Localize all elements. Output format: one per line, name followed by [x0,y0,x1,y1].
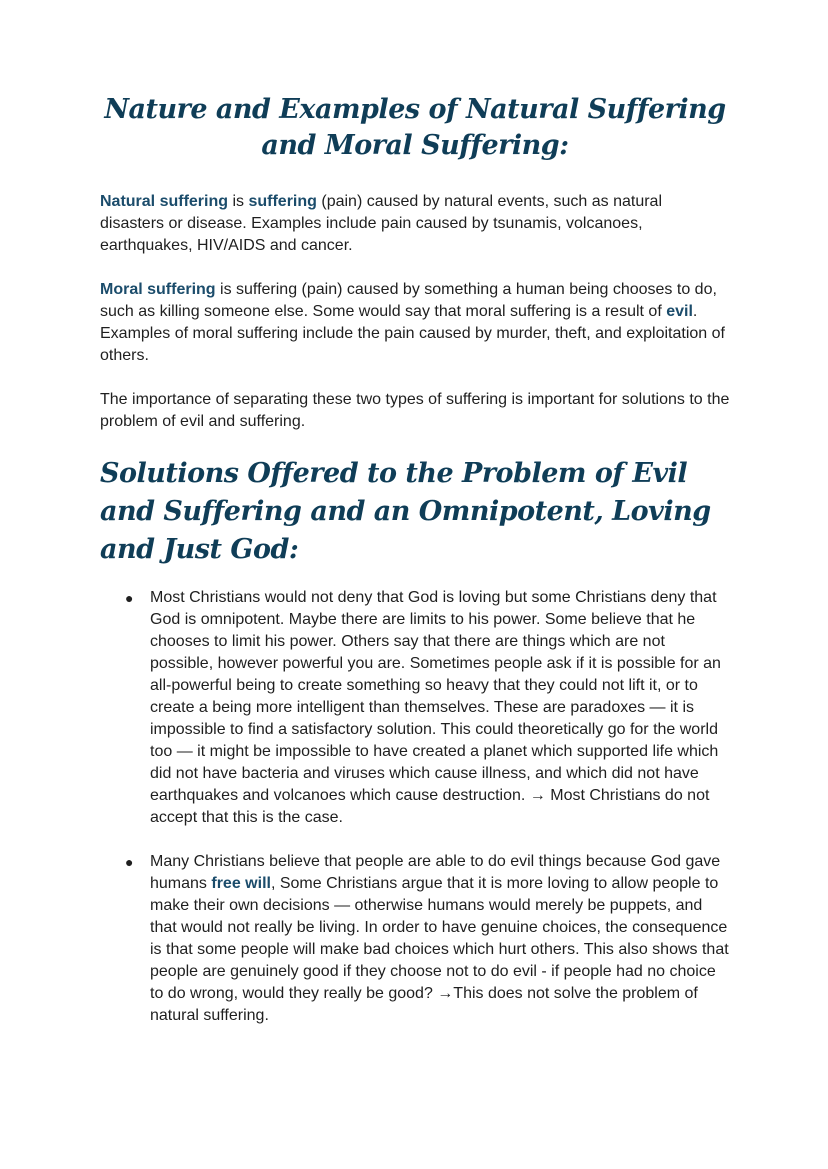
moral-suffering-paragraph [100,279,730,367]
keyword-natural-suffering: Natural suffering [100,193,229,210]
solutions-list [100,587,730,1027]
natural-suffering-paragraph [100,191,730,257]
keyword-free-will: free will [211,875,271,892]
text-fragment: (pain) caused by natural events, such as natural disasters or disease. Examples include pain caused by tsunamis, volcanoes, earthquakes, HIV/AIDS and cancer. [100,193,663,254]
keyword-evil: evil [666,303,693,320]
text-fragment: Many Christians believe that people are able to do evil things because God gave humans [150,853,721,892]
bullet-icon: ● [125,854,134,870]
keyword-suffering: suffering [248,193,317,210]
keyword-moral-suffering: Moral suffering [100,281,216,298]
text-fragment: . Examples of moral suffering include the pain caused by murder, theft, and exploitation of others. [100,303,725,364]
document-page [100,92,730,1049]
bullet-icon: ● [125,590,134,606]
text-fragment: is [228,193,249,210]
list-item-text: Most Christians would not deny that God is loving but some Christians deny that God is omnipotent. Maybe there are limits to his power. Some believe that he chooses to limit his power. Others say that there are things which are not possible, however powerful you are. Sometimes people ask if it is possible for an all-powerful being to create something so heavy that they could not lift it, or to create a being more intelligent than themselves. These are paradoxes — it is impossible to find a satisfactory solution. This could theoretically go for the world too — it might be impossible to have created a planet which supported life which did not have bacteria and viruses which cause illness, and which did not have earthquakes and volcanoes which cause destruction. → Most Christians do not accept that this is the case. [150,589,721,826]
section-title-solutions: Solutions Offered to the Problem of Evil and Suffering and an Omnipotent, Loving and Just God: [100,458,711,565]
section-title-suffering-types: Nature and Examples of Natural Suffering and Moral Suffering: [104,94,726,161]
list-item-free-will [125,851,730,1027]
text-fragment: , Some Christians argue that it is more loving to allow people to make their own decisions — otherwise humans would merely be puppets, and that would not really be living. In order to have genuine choices, the consequence is that some people will make bad choices which hurt others. This also shows that people are genuinely good if they choose not to do evil - if people had no choice to do wrong, would they really be good? →This does not solve the problem of natural suffering. [150,875,729,1024]
importance-paragraph: The importance of separating these two types of suffering is important for solutions to the problem of evil and suffering. [100,391,730,430]
text-fragment: is suffering (pain) caused by something a human being chooses to do, such as killing someone else. Some would say that moral suffering is a result of [100,281,717,320]
list-item-omnipotence [125,587,730,829]
list-item-text [150,853,729,1024]
